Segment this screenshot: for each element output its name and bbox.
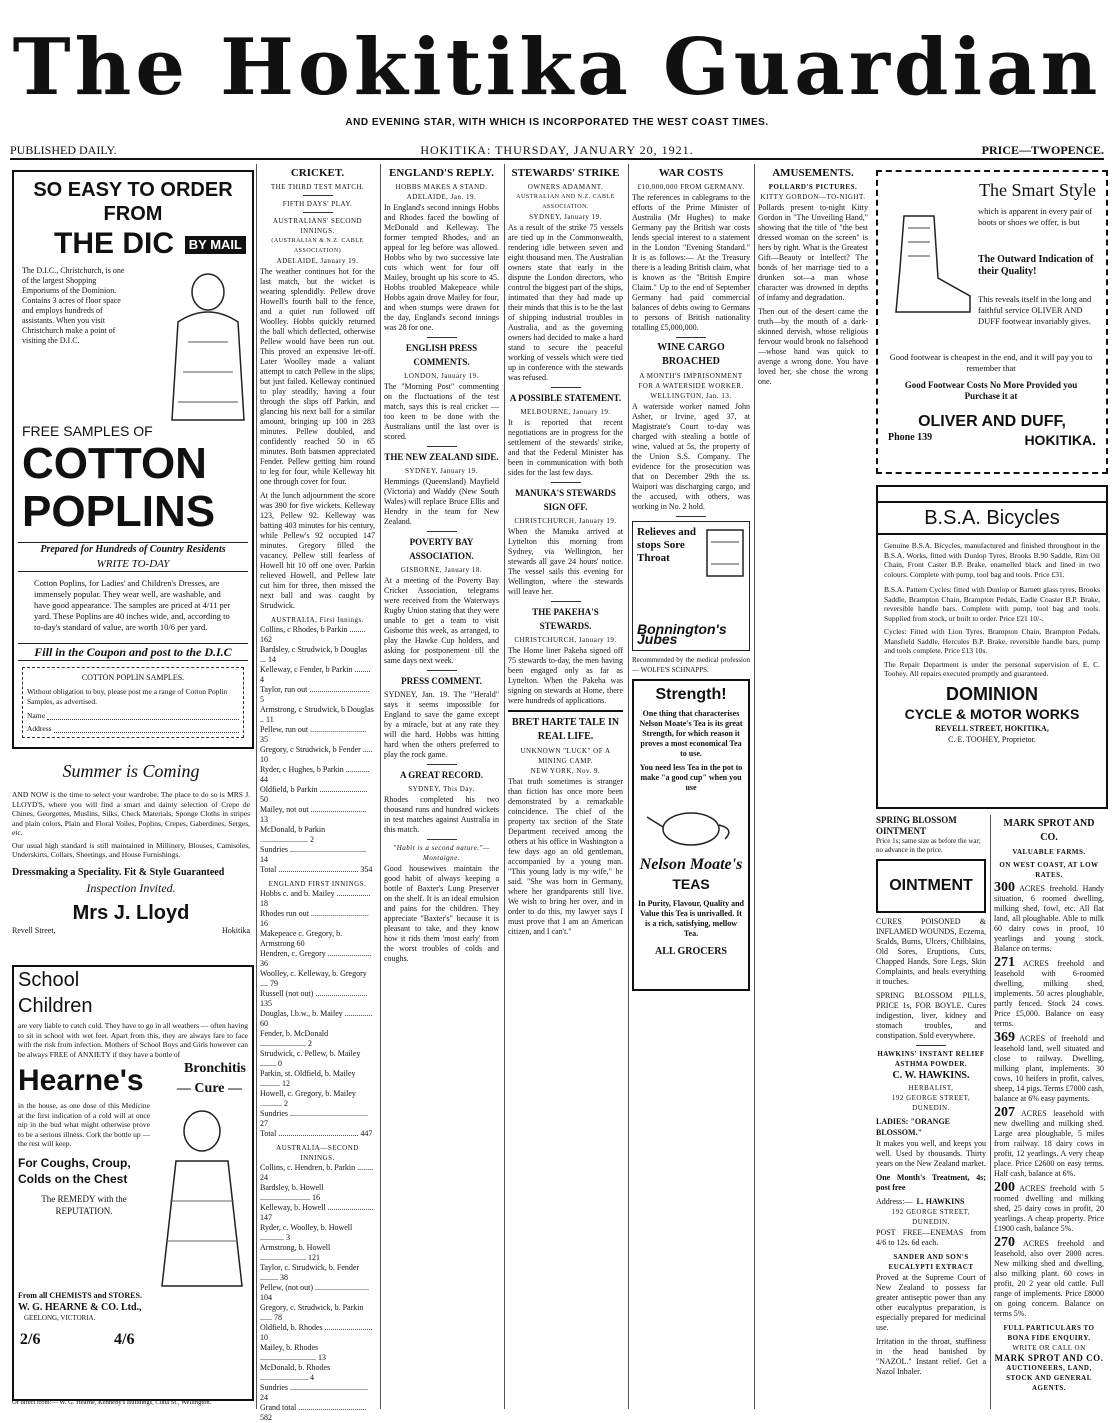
amusements-column [758, 164, 868, 1409]
score-line: Makepeace c. Gregory, b. Armstrong 60 [260, 929, 343, 948]
score-line: McDonald, b. Rhodes ........................ 4 [260, 1363, 331, 1382]
score-line: Kelleway, b. Howell ....................... 147 [260, 1203, 374, 1222]
press-cutting-heading: PRESS COMMENT. [401, 676, 482, 686]
score-line: Armstrong, b. Howell ....................... 121 [260, 1243, 331, 1262]
blossom-pills: SPRING BLOSSOM PILLS, PRICE 1s, FOR BOYLE. Cures indigestion, liver, kidney and stomach troubles, and constipation. Sold everywhere. [876, 991, 986, 1040]
sprot-sub: VALUABLE FARMS. [1012, 848, 1086, 856]
post-free: POST FREE—ENEMAS from 4/6 to 12s. 6d each. [876, 1228, 986, 1247]
lloyd-dressmaking: Dressmaking a Speciality. Fit & Style Guaranteed [12, 866, 225, 878]
hearne-cure: — Cure — [176, 1081, 242, 1096]
nelson-moate-advertisement [632, 679, 750, 991]
schnapps-line: Recommended by the medical profession — WOLFE'S SCHNAPPS. [632, 656, 750, 674]
sprot-coast: ON WEST COAST, AT LOW RATES. [999, 861, 1099, 879]
dic-coupon[interactable] [22, 667, 244, 738]
farm-acres: 207 [994, 1105, 1015, 1120]
hearne-intro: are very liable to catch cold. They have to go in all weathers — often having to sit in school with wet feet. Apart from this, they are always fare to face with the risk from infection. Mothers of School Boys and Girls however can be always FREE of ANXIETY if they have a bottle of [18, 1021, 248, 1059]
dic-intro-text: The D.I.C., Christchurch, is one of the largest Shopping Emporiums of the Dominion. Contains 3 acres of floor space and employs hundreds of assistants. When you visit Christchurch make a point of visiting the D.I.C. [22, 266, 125, 345]
smart-outward: The Outward Indication of their Quality! [978, 254, 1094, 277]
hawkins-job: HERBALIST, [908, 1084, 954, 1092]
score-line: Rhodes run out ............................. 16 [260, 909, 369, 928]
score-line: Armstrong, c Strudwick, b Douglas .. 11 [260, 705, 374, 724]
reply-dateline: ADELAIDE, Jan. 19. [406, 193, 477, 201]
score-line: Strudwick, c. Pellew, b. Mailey ........ 0 [260, 1049, 361, 1068]
dateline-price: PRICE—TWOPENCE. [981, 143, 1104, 157]
column-rule [754, 164, 755, 1409]
coupon-text: Without obligation to buy, please post me a range of Cotton Poplin Samples, as advertised. [27, 687, 228, 706]
score-total: Total ........................................ 447 [260, 1129, 373, 1138]
strike-sub: OWNERS ADAMANT. [527, 183, 604, 191]
england-first-innings [260, 889, 375, 1139]
jubes-title: Relieves and stops Sore Throat [637, 526, 696, 564]
lloyd-street: Revell Street, [12, 925, 56, 935]
farm-text: ACRES of freehold and leasehold land, well situated and close to railway. Dwelling, milking plant, implements. 30 cows, 10 heifers in profit, calves, sheep, 14 pigs. Terms £7000 cash, balance at 6% easy payments. [994, 1034, 1105, 1103]
lloyd-body-2: Our usual high standard is still maintained in Millinery, Blouses, Camisoles, Underskirts, Collars, Sheetings, and House Furnishings. [12, 840, 250, 859]
amuse-body: Pollards present to-night Kitty Gordon in "The Unveiling Hand," showing that the title of "the best dressed woman on the screen" is hers by right. What is the Greatest Gift—Beauty or Intellect? The bonds of her marriage tied to a drunken sot—a man whose character was drowned in depths of infamy and degradation. [758, 203, 868, 302]
australia-second-title: AUSTRALIA—SECOND INNINGS. [276, 1144, 359, 1162]
smart-phone: Phone 139 [888, 432, 933, 443]
orange-hawkins-address: 192 GEORGE STREET, DUNEDIN. [891, 1208, 971, 1226]
score-line: Ryder, c Hughes, b Parkin ............ 44 [260, 765, 370, 784]
amuse-heading: AMUSEMENTS. [772, 167, 854, 179]
dic-coupon-call: Fill in the Coupon and post to the D.I.C [18, 643, 248, 661]
press-dateline: LONDON, January 19. [404, 372, 479, 380]
sprot-title: MARK SPROT AND CO. [1003, 818, 1095, 843]
farm-acres: 200 [994, 1180, 1015, 1195]
ladies-orange: LADIES: "ORANGE BLOSSOM." [876, 1117, 951, 1137]
war-heading: WAR COSTS [658, 167, 724, 179]
masthead-title: The Hokitika Guardian [12, 22, 1102, 113]
dic-logo-row [14, 226, 252, 262]
hearne-price-large: 4/6 [114, 1331, 135, 1348]
mark-sprot-advertisement [994, 815, 1104, 1409]
dic-logo: THE DIC [54, 227, 174, 260]
hawkins-name: C. W. HAWKINS. [892, 1070, 970, 1081]
sport-news-column [384, 164, 499, 1409]
poverty-body: At a meeting of the Poverty Bay Cricket Association, telegrams were received from the Waterways Rugby Union stating that they were unable to get a team to visit Gisborne this week, as arranged, to play the Hawke Cup holders, and asking for postponement till the same days next week. [384, 576, 499, 665]
farm-acres: 300 [994, 880, 1015, 895]
bsa-works: CYCLE & MOTOR WORKS [904, 705, 1080, 722]
farm-listing [994, 955, 1104, 1029]
nelson-grocers: ALL GROCERS [655, 946, 727, 957]
score-total: Grand total .................................. 582 [260, 1403, 367, 1422]
strike-column [508, 164, 623, 1409]
reply-body: In England's second innings Hobbs and Rhodes faced the bowling of McDonald and Kelleway. The former tempted Rhodes, and an appeal for leg before was allowed. Hobbs who by two successive late cuts which went for four off Mailey, brought up his score to 45. Hobbs troubled Makepeace while Hobbs again drove Mailey for four, and when stumps were drawn for the day, England's second innings was 28 for one. [384, 203, 499, 332]
score-line: Pellew, run out ............................ 35 [260, 725, 367, 744]
lloyd-heading: Summer is Coming [62, 761, 200, 781]
score-line: Collins, c Rhodes, b Parkin ........ 162 [260, 625, 366, 644]
cargo-heading: WINE CARGO BROACHED [657, 342, 725, 367]
cricket-sub-1: THE THIRD TEST MATCH. [270, 183, 365, 191]
blossom-body: CURES POISONED & INFLAMED WOUNDS, Eczema, Scalds, Burns, Ulcers, Chilblains, Old Sores, Eruptions, Cuts, Chapped Hands, Sore Legs, Skin Complaints, and heals everything it touches. [876, 917, 986, 986]
press-cutting-body: SYDNEY, Jan. 19. The "Herald" says it seems impossible for England to save the game except by a miracle, but at any rate they will die hard. Hobbs was hitting hard when the others preferred to play the rock game. [384, 690, 499, 759]
sprot-firm: MARK SPROT AND CO. [994, 1353, 1104, 1363]
hearne-body: in the house, as one dose of this Medicine at the first indication of a cold will at once nip in the bud what might otherwise prove to be a serious illness. Cork the bottle up — the rest will keep. [18, 1101, 150, 1148]
dic-free-samples: FREE SAMPLES OF [22, 423, 153, 439]
hearne-bronchitis: Bronchitis [184, 1061, 246, 1076]
score-line: Kelleway, c Fender, b Parkin ........ 4 [260, 665, 371, 684]
pakeha-dateline: CHRISTCHURCH, January 19. [514, 636, 617, 644]
farm-acres: 369 [994, 1030, 1015, 1045]
hearne-croup: For Coughs, Croup, [18, 1155, 131, 1170]
sprot-write: WRITE OR CALL ON [1012, 1344, 1086, 1352]
lloyd-inspection: Inspection Invited. [86, 880, 176, 895]
dic-poplins: POPLINS [22, 487, 216, 536]
farm-listing [994, 1105, 1104, 1179]
smart-body-2: This reveals itself in the long and faithful service OLIVER AND DUFF footwear invariably gives. [978, 294, 1092, 326]
farm-acres: 270 [994, 1235, 1015, 1250]
bsa-proprietor: C. E. TOOHEY, Proprietor. [948, 734, 1036, 744]
war-sub: £10,000,000 FROM GERMANY. [637, 183, 745, 191]
dic-intro-area [14, 262, 252, 422]
hawkins-address: 192 GEORGE STREET, DUNEDIN. [891, 1094, 971, 1112]
harte-dateline: NEW YORK, Nov. 9. [530, 767, 601, 775]
sprot-full: FULL PARTICULARS TO BONA FIDE ENQUIRY. [1003, 1324, 1095, 1342]
score-line: Sundries ...................................... 14 [260, 845, 366, 864]
australia-second-innings [260, 1163, 375, 1423]
dic-write-today: WRITE TO-DAY [18, 557, 248, 572]
score-line: Douglas, l.b.w., b. Mailey .............. 60 [260, 1009, 373, 1028]
score-line: Taylor, c. Strudwick, b. Fender ......... 38 [260, 1263, 360, 1282]
harte-heading: BRET HARTE TALE IN REAL LIFE. [511, 717, 620, 742]
sprot-footer: AUCTIONEERS, LAND, STOCK AND GENERAL AGENTS. [1006, 1364, 1092, 1392]
poverty-dateline: GISBORNE, January 18. [400, 566, 483, 574]
manuka-dateline: CHRISTCHURCH, January 19. [514, 517, 617, 525]
nelson-brand: Nelson Moate's [639, 856, 743, 873]
score-line: Parkin, st. Oldfield, b. Mailey .......... 12 [260, 1069, 356, 1088]
poverty-heading: POVERTY BAY ASSOCIATION. [409, 537, 474, 561]
manuka-heading: MANUKA'S STEWARDS SIGN OFF. [515, 488, 616, 512]
score-line: Taylor, run out .............................. 5 [260, 685, 370, 704]
masthead-subtitle: AND EVENING STAR, WITH WHICH IS INCORPORATED THE WEST COAST TIMES. [345, 117, 769, 128]
sander-title: SANDER AND SON'S EUCALYPTI EXTRACT [888, 1253, 974, 1271]
dateline-bar [10, 142, 1104, 160]
bsa-advertisement [876, 485, 1108, 809]
score-line: Sundries ....................................... 24 [260, 1383, 368, 1402]
orange-body: It makes you well, and keeps you well. Used by thousands. Thirty years on the New Zealand market. [876, 1139, 986, 1168]
harte-body: That truth sometimes is stranger than fiction has once more been demonstrated by a remarkable coincidence. The chief of the property tax section of the State Department received among the others at his office in Washington a few days ago an old gentleman, accompanied by a young man. "This young lady is my wife," he said. "She was born in Germany, where her grandparents still live. We wish to bring her over, and in order to do this, my lawyer says I must prove that I am an American citizen, and I can't." [508, 777, 623, 936]
hawkins-heading: HAWKINS' INSTANT RELIEF ASTHMA POWDER. [877, 1050, 985, 1068]
farm-listing [994, 1180, 1104, 1234]
score-line: Collins, c. Hendren, b. Parkin ........ 24 [260, 1163, 374, 1182]
coupon-name-label: Name [27, 711, 45, 720]
score-line: Russell (not out) .......................... 135 [260, 989, 368, 1008]
score-line: Gregory, c. Strudwick, b. Parkin ...... 78 [260, 1303, 364, 1322]
statement-dateline: MELBOURNE, January 19. [520, 408, 611, 416]
bsa-body: Genuine B.S.A. Bicycles, manufactured and finished throughout in the B.S.A. Works, fitted with Dunlop Tyres, Brooks B.90 Saddle, Rim Oil Chain, Front Caster B.P. Brake, enamelled black and lined in two colours. Complete with pump, tool bag and tools. Price £31. [884, 541, 1100, 579]
bsa-street: REVELL STREET, HOKITIKA, [935, 723, 1049, 733]
smart-title: The Smart Style [979, 180, 1096, 200]
orange-address-label: Address:— [876, 1197, 913, 1206]
hearne-remedy: The REMEDY with the REPUTATION. [41, 1193, 127, 1216]
teapot-icon [641, 799, 741, 849]
habit-body: Good housewives maintain the good habit of always keeping a bottle of Baxter's Lung Preserver on the shelf. It is an ideal emulsion and pains for the children. They appreciate "Baxter's" because it is pleasant to take, and they know how it rids them 'most early' from the worst troubles of colds and coughs. [384, 864, 499, 963]
dateline-date: HOKITIKA: THURSDAY, JANUARY 20, 1921. [420, 143, 694, 157]
hearne-company: W. G. HEARNE & CO. Ltd., [18, 1302, 142, 1313]
bsa-repair: The Repair Department is under the personal supervision of E. C. Toohey. All repairs executed promptly and guaranteed. [884, 659, 1100, 678]
bsa-dominion: DOMINION [946, 683, 1038, 704]
lloyd-body: AND NOW is the time to select your wardrobe. The place to do so is MRS J. LLOYD'S, where you will find a smart and dainty selection of Crepe de Chines, Georgettes, Muslins, Silks, Check Materials, Sponge Cloths in stripes and plain colors, Plain and Floral Voiles, Poplins, Crepes, Gaberdines, Serges, etc. [12, 790, 250, 837]
cricket-dateline: ADELAIDE, January 19. [276, 257, 359, 265]
strength-body: One thing that characterises Nelson Moate's Tea is its great Strength, for which reason it proves a most economical Tea to use. [639, 709, 743, 758]
dic-by-mail: BY MAIL [185, 236, 246, 254]
strike-body: As a result of the strike 75 vessels are tied up in the Commonwealth, rendering idle between seven and eight thousand men. The Australian owners state that early in the dispute the London directors, who control the biggest part of the ships, intimated that they had made up their minds that this is to be the last of shipping industrial troubles in Australia, and as the governing owners had decided to make a hard stand to secure the peaceful working of vessels which were tied up in conference with the stewards was refused. [508, 223, 623, 382]
manuka-body: When the Manuka arrived at Lyttelton this morning from Sydney, via Wellington, her stewards all gave 24 hours' notice. The vessel sails this evening for Wellington, where the stewards will leave her. [508, 527, 623, 596]
coupon-address-label: Address [27, 724, 52, 733]
record-heading: A GREAT RECORD. [400, 770, 483, 780]
smart-costs: Good Footwear Costs No More Provided you Purchase it at [904, 380, 1078, 401]
hearne-price-small: 2/6 [20, 1331, 41, 1348]
score-line: McDonald, b Parkin ........................ 2 [260, 825, 326, 844]
score-line: Hendren, c. Gregory ...................... 36 [260, 949, 372, 968]
smart-style-advertisement [876, 170, 1108, 474]
coupon-address-field[interactable] [54, 724, 239, 733]
score-line: Sundries ....................................... 27 [260, 1109, 368, 1128]
nz-heading: THE NEW ZEALAND SIDE. [384, 452, 499, 462]
column-rule [380, 164, 381, 1409]
cricket-table-title: AUSTRALIA, First Innings. [270, 616, 364, 624]
score-line: Gregory, c Strudwick, b Fender ..... 10 [260, 745, 373, 764]
hearne-heading: School Children [18, 969, 93, 1017]
nelson-teas: TEAS [672, 876, 710, 892]
dic-cotton: COTTON [22, 439, 207, 488]
column-rule [256, 164, 257, 1409]
bsa-body-3: Cycles: Fitted with Lion Tyres, Brampton Chain, Brampton Pedals, Mansfield Saddle, Hercules B.P. Brake, reversible handle bars, pump and tools complete. Price £13 10s. [884, 627, 1100, 655]
smart-town: HOKITIKA. [1024, 432, 1096, 448]
orange-month: One Month's Treatment, 4s; post free [876, 1173, 986, 1192]
lloyd-advertisement [12, 760, 250, 960]
jubes-brand: Bonnington's Jubes [637, 621, 727, 647]
cricket-sub-2: FIFTH DAYS' PLAY. [282, 200, 353, 208]
nz-dateline: SYDNEY, January 19. [405, 467, 478, 475]
column-rule [504, 164, 505, 1409]
habit-quote: "Habit is a second nature."—Montaigne. [393, 844, 490, 862]
smart-firm: OLIVER AND DUFF, [918, 413, 1066, 430]
statement-body: It is reported that recent negotiations are in progress for the settlement of the stewards' strike, and that the Federal Minister has been in communication with both sides for the last few days. [508, 418, 623, 477]
farm-listing [994, 880, 1105, 954]
score-line: Bardsley, c Strudwick, b Douglas ... 14 [260, 645, 368, 664]
score-line: Oldfield, b. Rhodes ........................ 10 [260, 1323, 373, 1342]
record-body: Rhodes completed his two thousand runs and hundred wickets in test matches against Australia in this match. [384, 795, 499, 834]
dic-body-text: Cotton Poplins, for Ladies' and Children's Dresses, are immensely popular. They wear well, are washable, and have good appearance. The samples are priced at 4/11 per yard. These Poplins are 40 inches wide, and, according to to-day's standard of value, are worth 10/6 per yard. [34, 578, 231, 632]
boot-icon [884, 208, 974, 318]
dic-headline: SO EASY TO ORDER FROM [33, 179, 233, 225]
cricket-column [260, 164, 375, 1422]
score-line: Woolley, c. Kelleway, b. Gregory .... 79 [260, 969, 367, 988]
cargo-sub: A MONTH'S IMPRISONMENT FOR A WATERSIDE WORKER. [638, 372, 744, 390]
lozenge-tin-icon [705, 528, 745, 578]
record-dateline: SYDNEY, This Day. [408, 785, 475, 793]
hearne-brand: Hearne's [18, 1064, 144, 1097]
pakeha-heading: THE PAKEHA'S STEWARDS. [532, 607, 599, 631]
score-line: Mailey, not out ............................ 13 [260, 805, 367, 824]
cricket-sub-3: AUSTRALIANS' SECOND INNINGS. [272, 217, 363, 235]
hearne-place: GEELONG, VICTORIA. [24, 1314, 96, 1322]
score-line: Mailey, b. Rhodes ............................ 13 [260, 1343, 326, 1362]
score-line: Bardsley, b. Howell ......................... 16 [260, 1183, 324, 1202]
strike-dateline: SYDNEY, January 19. [529, 213, 602, 221]
war-costs-column [632, 164, 750, 1409]
cargo-body: A waterside worker named John Asher, or Irvine, aged 37, at Magistrate's Court to-day was charged with stealing a bottle of wine, valued at 5s, the property of the Union S.S. Company. The evidence for the prosecution was that on December 29th the ss. Waipori was discharging cargo, and the accused, with others, was working in No. 2 hold. [632, 402, 750, 511]
dic-advertisement [12, 170, 254, 749]
pakeha-body: The Home liner Pakeha signed off 75 stewards to-day, the men having been engaged only as far as Lyttelton. When the Pakeha was signing on stewards at Home, there were hundreds of applications. [508, 646, 623, 705]
score-line: Hobbs c. and b. Mailey ................. 18 [260, 889, 371, 908]
blossom-box: OINTMENT [876, 859, 986, 913]
farm-text: ACRES freehold and leasehold with 6-roomed dwelling, milking shed, implements. 50 acres ploughable, partly fenced. Stock 24 cows. Price £5,000. Balance on easy terms. [994, 959, 1104, 1028]
farm-text: ACRES freehold. Handy situation, 6 roomed dwelling, milking shed, fowl, etc. All flat land, all ploughable. Able to milk 60 dairy cows in proof, 10 yearlings and young stock. Balance on terms. [994, 884, 1105, 953]
blossom-title: SPRING BLOSSOM OINTMENT [876, 815, 957, 836]
farm-text: ACRES freehold and leasehold, also over 2000 acres. New milking shed and dwelling, also milking plant. 60 cows in profit, 20 2 year old cattle. Full range of implements. Price £8000 on going concern. Balance on terms 5%. [994, 1239, 1104, 1318]
press-body: The "Morning Post" commenting on the fluctuations of the test match, says this is real cricket — too keen to be done with the Australians until the last over is scored. [384, 382, 499, 441]
farm-text: ACRES freehold with 5 roomed dwelling and milking shed, 25 dairy cows in profit, 20 yearlings. A cheap property. Price £1900 cash, balance 5%. [994, 1184, 1104, 1233]
reply-sub: HOBBS MAKES A STAND. [395, 183, 488, 191]
children-illustration-icon [156, 1101, 248, 1291]
cricket-body: The weather continues hot for the last match, but the wicket is wearing splendidly. Pellew drove Howell's fourth ball to the fence, and a quiet run followed off Woolley. Hobbs quickly returned the ball which deflected, otherwise Pellew would have been run out. This proved an expensive let-off. Later Woolley made a valiant attempt to catch Pellew in the slips, but just failed. Kelleway continued to play steadily, having a four through the slips off Parkin, and glancing his next ball for a similar amount, bringing up 100 in 283 minutes. Pellew doubled, and confidently reached 50 in 65 minutes. Both batsmen appreciated Fender. Pellew getting him round to leg for four, while Kelleway hit one through cover for four. [260, 267, 375, 486]
farm-listing [994, 1030, 1105, 1104]
remedies-column [876, 815, 986, 1409]
score-line: Howell, c. Gregory, b. Mailey ........... 2 [260, 1089, 356, 1108]
cargo-dateline: WELLINGTON, Jan. 13. [650, 392, 732, 400]
nelson-purity: In Purity, Flavour, Quality and Value this Tea is unrivalled. It is a rich, satisfying, mellow Tea. [638, 899, 744, 938]
woman-illustration-icon [148, 262, 248, 422]
strike-heading: STEWARDS' STRIKE [511, 167, 620, 179]
harte-sub: UNKNOWN "LUCK" OF A MINING CAMP. [520, 747, 611, 765]
lloyd-town: Hokitika [222, 925, 250, 935]
amuse-body-2: Then out of the desert came the truth—by the mouth of a dark-skinned dervish, whose religious fervour would brook no falsehood—whose hand was quick to avenge a wrong done. You have loved her, she chose the wrong one. [758, 307, 868, 386]
cricket-agency: (AUSTRALIAN & N.Z. CABLE ASSOCIATION) [271, 238, 364, 254]
strength-title: Strength! [655, 686, 727, 703]
score-total: Total ........................................ 354 [260, 865, 373, 874]
nz-body: Hemmings (Queensland) Mayfield (Victoria) and Waddy (New South Wales) will replace Bruce Ellis and Hendry in the team for New Zealand. [384, 477, 499, 526]
coupon-name-field[interactable] [47, 711, 239, 720]
hearne-advertisement [12, 965, 254, 1401]
score-line: Oldfield, b Parkin ........................ 50 [260, 785, 368, 804]
dic-prepared: Prepared for Hundreds of Country Residents [40, 544, 226, 555]
jubes-advertisement [632, 521, 750, 651]
score-line: Fender, b. McDonald ....................... 2 [260, 1029, 329, 1048]
hearne-colds: Colds on the Chest [18, 1171, 128, 1186]
australia-first-innings [260, 625, 375, 875]
strength-tag: You need less Tea in the pot to make "a good cup" when you use [639, 763, 743, 792]
amuse-sub: POLLARD'S PICTURES. [768, 183, 858, 191]
score-line: Pellew, (not out) ........................... 104 [260, 1283, 370, 1302]
strike-agency: AUSTRALIAN AND N.Z. CABLE ASSOCIATION. [516, 194, 615, 210]
score-line: Ryder, c. Woolley, b. Howell ............ 3 [260, 1223, 353, 1242]
hearne-chemists: From all CHEMISTS and STORES. [18, 1291, 142, 1300]
england-table-title: ENGLAND FIRST INNINGS. [268, 880, 367, 888]
statement-heading: A POSSIBLE STATEMENT. [509, 393, 622, 403]
column-rule [990, 815, 991, 1409]
farm-listing [994, 1235, 1104, 1319]
reply-heading: ENGLAND'S REPLY. [389, 167, 494, 179]
blossom-price: Price 1s; same size as before the war; no advance in the price. [876, 837, 981, 854]
column-rule [628, 164, 629, 1409]
coupon-title: COTTON POPLIN SAMPLES. [81, 673, 185, 682]
smart-body: which is apparent in every pair of boots or shoes we offer, is but [978, 206, 1093, 227]
lloyd-name: Mrs J. Lloyd [72, 901, 190, 924]
orange-hawkins: L. HAWKINS [916, 1197, 965, 1206]
bsa-title: B.S.A. Bicycles [878, 501, 1106, 535]
irritation: Irritation in the throat, stuffiness in the head banished by "NAZOL." Instant relief. Get a Nazol Inhaler. [876, 1337, 986, 1376]
dateline-published: PUBLISHED DAILY. [10, 143, 117, 157]
cricket-heading: CRICKET. [290, 167, 345, 179]
farm-acres: 271 [994, 955, 1015, 970]
bsa-body-2: B.S.A. Pattern Cycles: fitted with Dunlop or Barnett glass tyres, Brooks Saddle, Brampton Chain, Brampton Pedals, Eadie Coaster B.P. Brake, reversible handle bars. Complete with pump, tool bag and tools. Supplied from stock, or built to order. Price £21 10/-. [884, 585, 1100, 623]
amuse-sub-2: KITTY GORDON—TO-NIGHT. [760, 193, 866, 201]
press-heading: ENGLISH PRESS COMMENTS. [405, 343, 478, 367]
war-body: The references in cablegrams to the efforts of the Prime Minister of Australia (Mr Hughes) to make Germany pay the British war costs lends special interest to a statement in the London "Evening Standard." It is as follows:— At the Treasury there is a leading British claim, what is known as the "British Empire Claim." Up to the end of September Germany had paid commercial balances of debts owing to Germans to persons of British nationality totalling £5,000,000. [632, 193, 750, 332]
hearne-footer: Or direct from:— W. G. Hearne, Kennedy's Buildings, Cuba St., Wellington. [12, 1399, 212, 1406]
sander-body: Proved at the Supreme Court of New Zealand to possess far greater antiseptic power than any other eucalyptus preparation, is especially prepared for medicinal use. [876, 1273, 986, 1332]
cricket-body-2: At the lunch adjournment the score was 390 for five wickets. Kelleway 123, Pellew 92. Kelleway was batting 403 minutes for his century, while Pellew's 92 occupied 147 minutes. Gregory filled the vacancy. Pellew still fearless of Howell hit 10 off one over. Parkin relieved Howell, and Pellew late cut him for three, then missed the next ball and was caught by Strudwick. [260, 491, 375, 610]
farm-text: ACRES leasehold with new dwelling and milking shed. Large area ploughable, 5 miles from railway. 18 dairy cows in profit, 12 yearlings. A very cheap place. Price £2600 on easy terms. Half cash, balance at 6%. [994, 1109, 1104, 1178]
smart-cheapest: Good footwear is cheapest in the end, and it will pay you to remember that [889, 352, 1093, 373]
